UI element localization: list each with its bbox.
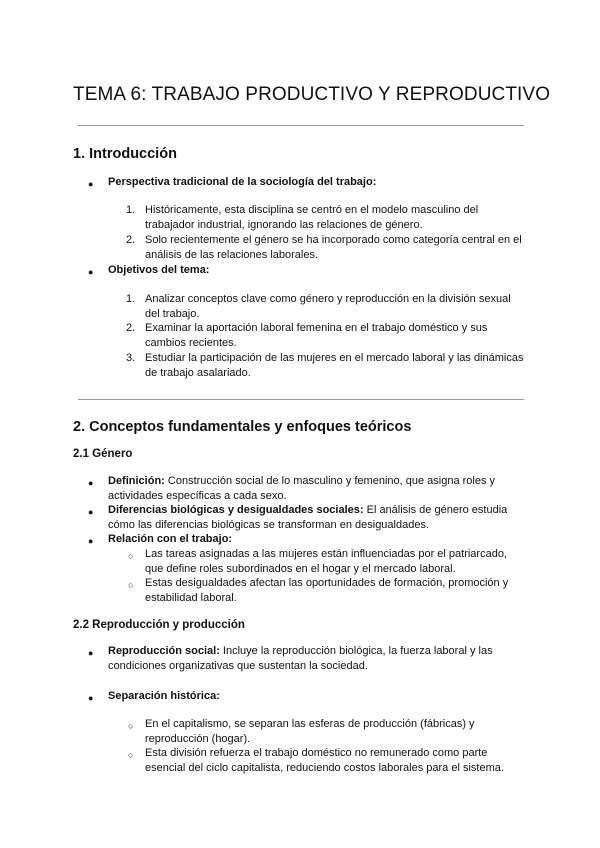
list-item-text bbox=[108, 474, 495, 489]
list-item-text bbox=[108, 644, 493, 659]
list-item-text: En el capitalismo, se separan las esferas de producción (fábricas) y bbox=[145, 718, 475, 730]
list-item-text: que define roles subordinados en el hogar y el mercado laboral. bbox=[145, 563, 456, 575]
list-item-text bbox=[108, 503, 507, 518]
term-text: Incluye la reproducción biológica, la fuerza laboral y las bbox=[219, 645, 493, 657]
term-label: Reproducción social: bbox=[108, 645, 220, 657]
list-item-text: Solo recientemente el género se ha incorporado como categoría central en el bbox=[145, 234, 522, 246]
list-item-text: condiciones organizativas que sustentan la sociedad. bbox=[108, 660, 368, 672]
list-item-text: cambios recientes. bbox=[145, 337, 237, 349]
list-item-text: Las tareas asignadas a las mujeres están influenciadas por el patriarcado, bbox=[145, 548, 507, 560]
bullet-icon: ● bbox=[88, 267, 94, 277]
list-item-text: Esta división refuerza el trabajo doméstico no remunerado como parte bbox=[145, 747, 488, 759]
document-title: TEMA 6: TRABAJO PRODUCTIVO Y REPRODUCTIVO bbox=[73, 84, 551, 105]
list-item-text: Analizar conceptos clave como género y reproducción en la división sexual bbox=[145, 293, 511, 305]
term-label: Definición: bbox=[108, 475, 165, 487]
circle-bullet-icon: ○ bbox=[128, 750, 134, 760]
list-label: Separación histórica: bbox=[108, 690, 220, 702]
term-text: Construcción social de lo masculino y femenino, que asigna roles y bbox=[164, 475, 496, 487]
list-item-text: del trabajo. bbox=[145, 308, 200, 320]
bullet-icon: ● bbox=[88, 179, 94, 189]
list-item-text: Examinar la aportación laboral femenina en el trabajo doméstico y sus bbox=[145, 322, 488, 334]
circle-bullet-icon: ○ bbox=[128, 551, 134, 561]
list-item-text: estabilidad laboral. bbox=[145, 592, 237, 604]
bullet-icon: ● bbox=[88, 536, 94, 546]
list-item-text: Estudiar la participación de las mujeres en el mercado laboral y las dinámicas bbox=[145, 352, 524, 364]
bullet-icon: ● bbox=[88, 648, 94, 658]
list-item-text: Estas desigualdades afectan las oportunidades de formación, promoción y bbox=[145, 577, 509, 589]
bullet-icon: ● bbox=[88, 478, 94, 488]
list-number: 1. bbox=[126, 293, 136, 305]
circle-bullet-icon: ○ bbox=[128, 721, 134, 731]
list-number: 2. bbox=[126, 234, 136, 246]
term-text: El análisis de género estudia bbox=[363, 504, 508, 516]
list-item-text: esencial del ciclo capitalista, reduciendo costos laborales para el sistema. bbox=[145, 762, 504, 774]
list-label: Relación con el trabajo: bbox=[108, 533, 233, 545]
list-item-text: de trabajo asalariado. bbox=[145, 367, 251, 379]
list-number: 2. bbox=[126, 322, 136, 334]
bullet-icon: ● bbox=[88, 507, 94, 517]
list-item-text: reproducción (hogar). bbox=[145, 733, 251, 745]
subsection-heading: 2.2 Reproducción y producción bbox=[73, 619, 245, 631]
list-number: 1. bbox=[126, 204, 136, 216]
bullet-icon: ● bbox=[88, 693, 94, 703]
divider bbox=[78, 399, 524, 400]
list-item-text: cómo las diferencias biológicas se transforman en desigualdades. bbox=[108, 519, 430, 531]
list-item-text: análisis de las relaciones laborales. bbox=[145, 249, 319, 261]
list-number: 3. bbox=[126, 352, 136, 364]
circle-bullet-icon: ○ bbox=[128, 580, 134, 590]
list-label: Perspectiva tradicional de la sociología del trabajo: bbox=[108, 176, 377, 188]
subsection-heading: 2.1 Género bbox=[73, 448, 133, 460]
list-item-text: trabajador industrial, ignorando las relaciones de género. bbox=[145, 219, 423, 231]
section-heading: 1. Introducción bbox=[73, 146, 177, 162]
term-label: Diferencias biológicas y desigualdades sociales: bbox=[108, 504, 364, 516]
section-heading: 2. Conceptos fundamentales y enfoques teóricos bbox=[73, 419, 412, 435]
list-label: Objetivos del tema: bbox=[108, 264, 210, 276]
list-item-text: actividades específicas a cada sexo. bbox=[108, 490, 287, 502]
divider bbox=[78, 125, 524, 126]
list-item-text: Históricamente, esta disciplina se centró en el modelo masculino del bbox=[145, 204, 479, 216]
